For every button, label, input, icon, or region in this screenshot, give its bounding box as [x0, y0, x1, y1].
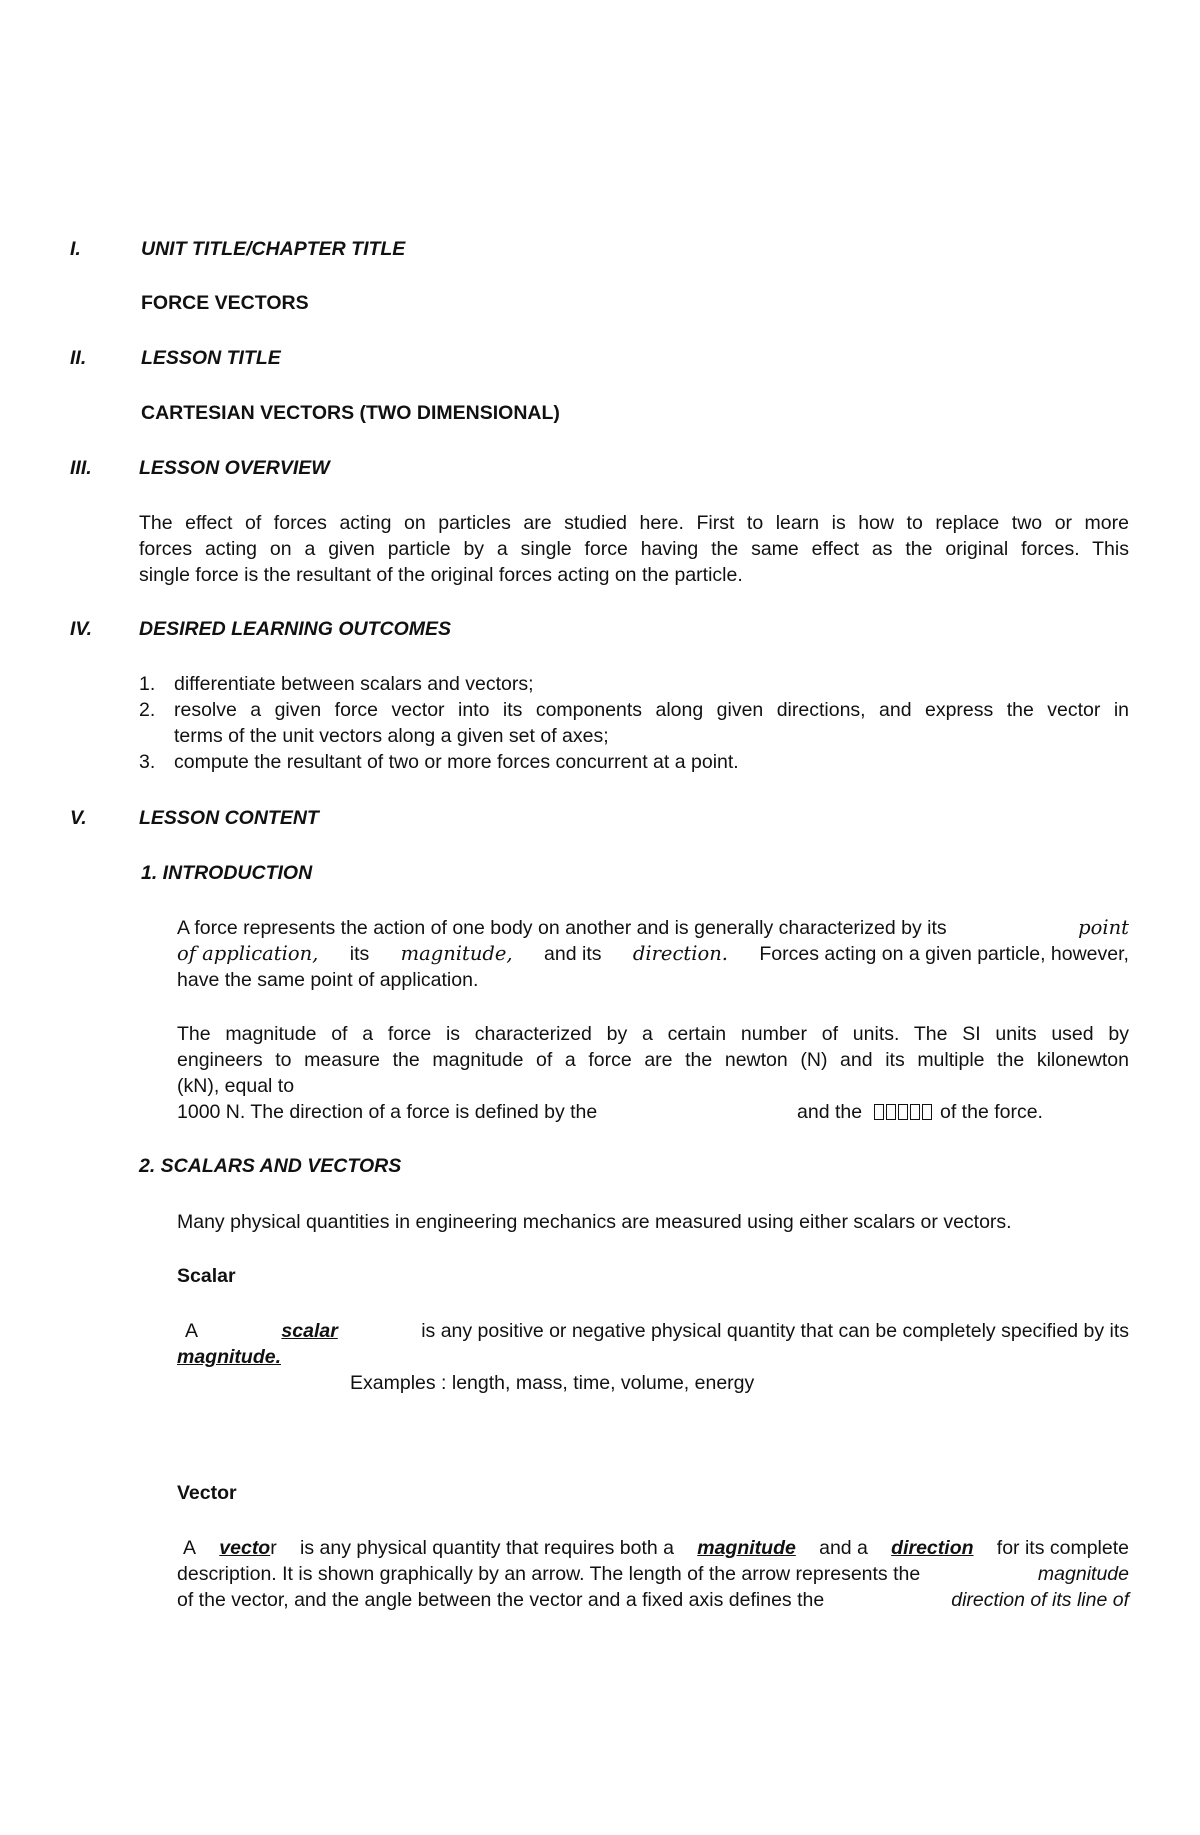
- intro-paragraph: [177, 1021, 1129, 1099]
- section-number: V.: [70, 807, 87, 829]
- text-span: r: [270, 1537, 277, 1559]
- italic-span: magnitude: [1037, 1563, 1129, 1585]
- scalar-term: scalar: [281, 1320, 338, 1342]
- vector-line: [177, 1535, 1129, 1561]
- math-term: point: [1078, 916, 1129, 939]
- list-number: 2.: [139, 699, 156, 721]
- text-span: its: [349, 943, 370, 965]
- magnitude-term: magnitude.: [177, 1346, 282, 1368]
- term-heading: Vector: [177, 1482, 237, 1504]
- vector-line: [177, 1561, 1129, 1587]
- section-heading: LESSON TITLE: [141, 347, 281, 369]
- lesson-title: CARTESIAN VECTORS (TWO DIMENSIONAL): [141, 402, 560, 424]
- missing-glyph-box: [922, 1104, 932, 1120]
- text-line: (kN), equal to: [177, 1075, 295, 1097]
- list-text: differentiate between scalars and vectors;: [174, 673, 534, 695]
- vector-line: [177, 1587, 1129, 1613]
- text-line: The magnitude of a force is characterized by a certain number of units. The SI units used by: [177, 1023, 1129, 1045]
- list-number: 3.: [139, 751, 156, 773]
- term-heading: Scalar: [177, 1265, 236, 1287]
- section-number: III.: [70, 457, 92, 479]
- text-line: forces acting on a given particle by a single force having the same effect as the original forces. This: [139, 538, 1129, 560]
- missing-glyph-box: [910, 1104, 920, 1120]
- text-line: have the same point of application.: [177, 969, 479, 991]
- text-span: and a: [819, 1537, 868, 1559]
- list-text: compute the resultant of two or more forces concurrent at a point.: [174, 751, 739, 773]
- vector-term: vecto: [219, 1537, 271, 1559]
- text-span: A: [185, 1320, 199, 1342]
- list-text: terms of the unit vectors along a given set of axes;: [174, 725, 609, 747]
- list-number: 1.: [139, 673, 156, 695]
- text-span: of the force.: [940, 1101, 1043, 1123]
- italic-span: direction of its line of: [951, 1589, 1129, 1611]
- magnitude-term: magnitude: [697, 1537, 796, 1559]
- text-span: Forces acting on a given particle, however,: [759, 943, 1129, 965]
- unit-title: FORCE VECTORS: [141, 292, 309, 314]
- missing-glyph-box: [874, 1104, 884, 1120]
- intro-line: [177, 941, 1129, 967]
- text-span: of the vector, and the angle between the vector and a fixed axis defines the: [177, 1589, 825, 1611]
- text-line: single force is the resultant of the original forces acting on the particle.: [139, 564, 743, 586]
- text-span: for its complete: [996, 1537, 1129, 1559]
- section-number: II.: [70, 347, 87, 369]
- text-span: A force represents the action of one body on another and is generally characterized by its: [177, 917, 947, 939]
- list-text: resolve a given force vector into its components along given directions, and express the vector in: [174, 699, 1129, 721]
- math-term: of application,: [177, 942, 319, 965]
- vector-term-group: [219, 1535, 276, 1561]
- list-item: [139, 697, 1129, 749]
- text-span: description. It is shown graphically by an arrow. The length of the arrow represents the: [177, 1563, 921, 1585]
- section-heading: LESSON CONTENT: [139, 807, 319, 829]
- missing-glyph-box: [886, 1104, 896, 1120]
- text-span: is any physical quantity that requires both a: [300, 1537, 674, 1559]
- math-term: direction.: [632, 942, 728, 965]
- subsection-heading: 1. INTRODUCTION: [141, 862, 313, 884]
- intro-line: [177, 915, 1129, 941]
- examples-line: Examples : length, mass, time, volume, energy: [350, 1372, 755, 1394]
- text-span: and the: [797, 1101, 863, 1123]
- text-span: is any positive or negative physical quantity that can be completely specified by its: [421, 1320, 1129, 1342]
- missing-glyph-box: [898, 1104, 908, 1120]
- list-item: [139, 671, 1129, 697]
- text-line: Many physical quantities in engineering mechanics are measured using either scalars or vectors.: [177, 1211, 1012, 1233]
- text-line: 1000 N. The direction of a force is defined by the: [177, 1101, 598, 1123]
- scalar-line: [177, 1318, 1129, 1344]
- section-number: IV.: [70, 618, 93, 640]
- direction-term: direction: [891, 1537, 974, 1559]
- math-term: magnitude,: [400, 942, 513, 965]
- list-item: [139, 749, 1129, 775]
- missing-glyph-placeholders: [874, 1104, 932, 1121]
- text-line: engineers to measure the magnitude of a force are the newton (N) and its multiple the kilonewton: [177, 1049, 1129, 1071]
- section-heading: UNIT TITLE/CHAPTER TITLE: [141, 238, 406, 260]
- section-heading: LESSON OVERVIEW: [139, 457, 330, 479]
- text-span: and its: [544, 943, 602, 965]
- text-line: The effect of forces acting on particles are studied here. First to learn is how to replace two or more: [139, 512, 1129, 534]
- outcomes-list: [139, 671, 1129, 781]
- overview-paragraph: [139, 510, 1129, 588]
- section-number: I.: [70, 238, 81, 260]
- text-span: A: [183, 1537, 197, 1559]
- subsection-heading: 2. SCALARS AND VECTORS: [139, 1155, 402, 1177]
- section-heading: DESIRED LEARNING OUTCOMES: [139, 618, 452, 640]
